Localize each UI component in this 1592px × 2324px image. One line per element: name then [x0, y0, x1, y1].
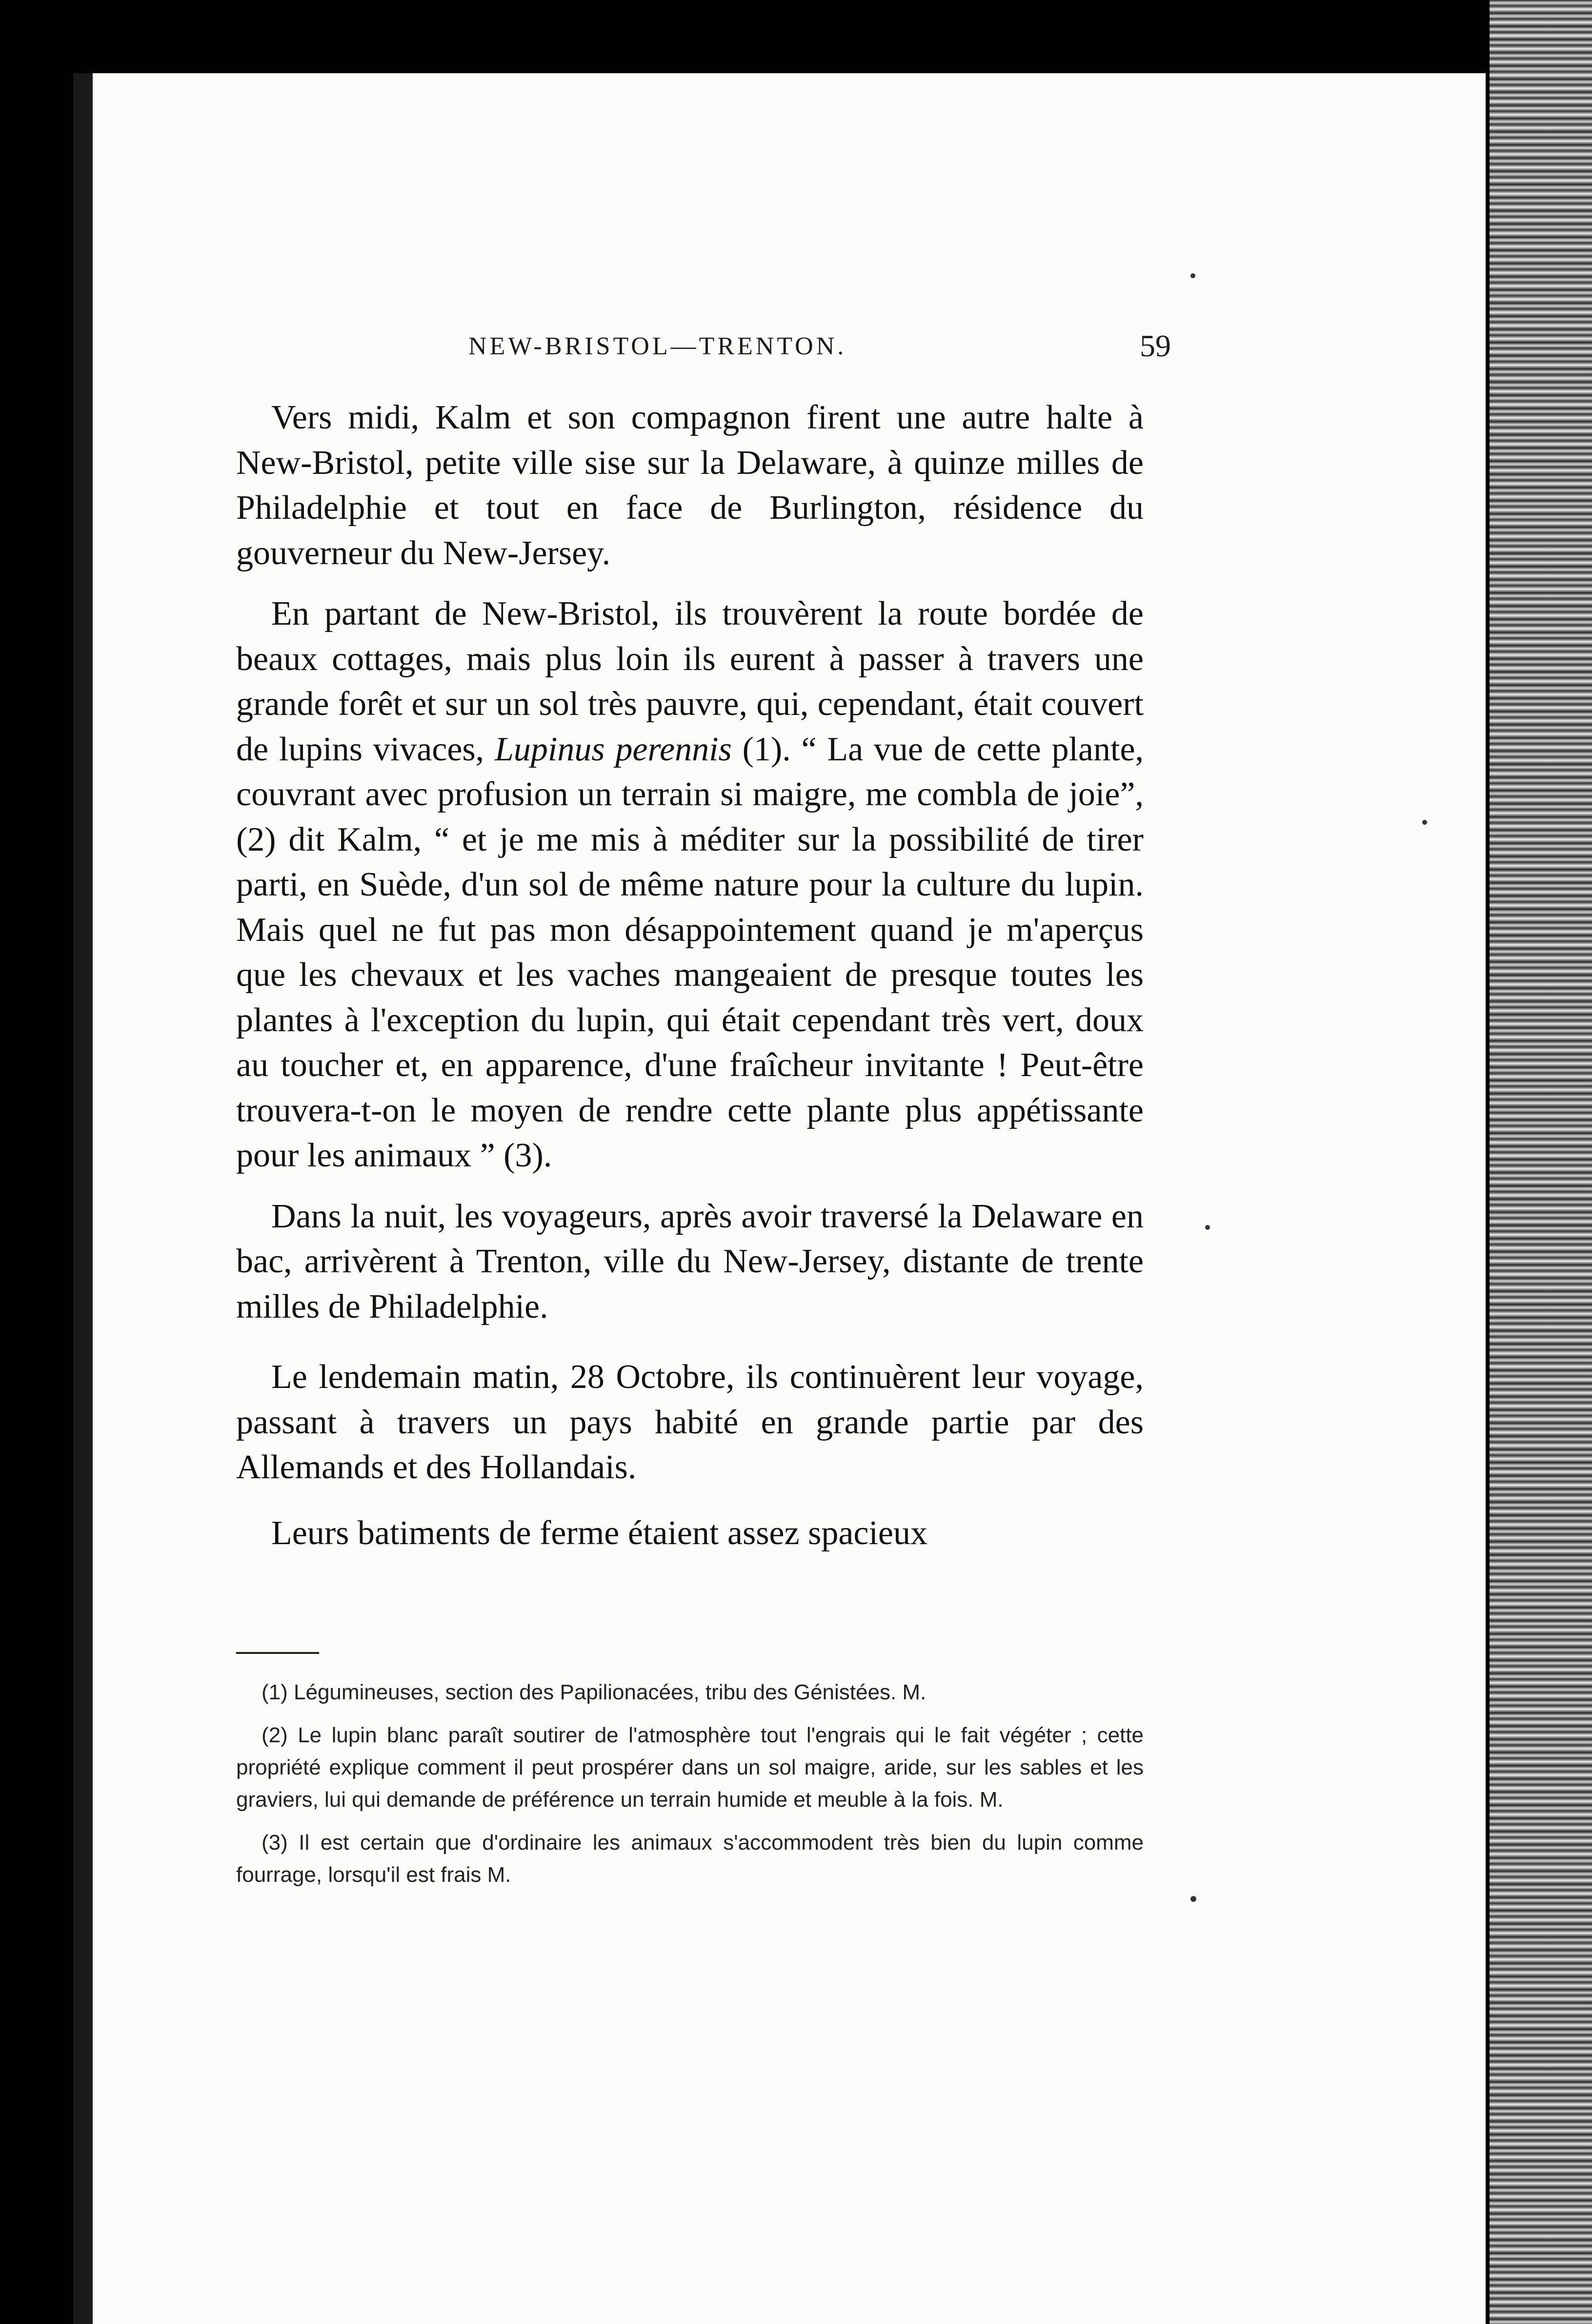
scan-border-left: [0, 0, 73, 2324]
scan-page-edge: [1490, 0, 1592, 2324]
footnote: (3) Il est certain que d'ordinaire les animaux s'accommodent très bien du lupin comme fourrage, lorsqu'il est frais M.: [236, 1831, 1144, 1887]
page-number: 59: [1140, 328, 1171, 363]
page-header: [468, 328, 1171, 371]
scan-speck: [1205, 1225, 1210, 1230]
footnotes: [236, 1676, 1144, 1902]
footnote: (1) Légumineuses, section des Papilionacées, tribu des Génistées. M.: [262, 1680, 927, 1704]
paragraph: Le lendemain matin, 28 Octobre, ils continuèrent leur voyage, passant à travers un pays habité en grande partie par des Allemands et des Hollandais.: [236, 1358, 1144, 1486]
scan-speck: [1422, 820, 1427, 825]
footnote: (2) Le lupin blanc paraît soutirer de l'atmosphère tout l'engrais qui le fait végéter ; cette propriété explique comment il peut prospérer dans un sol maigre, aride, sur les sables et les graviers, lui qui demande de préférence un terrain humide et meuble à la fois. M.: [236, 1723, 1144, 1812]
scan-speck: [1190, 273, 1195, 278]
scan-speck: [1190, 1896, 1196, 1902]
running-head: NEW-BRISTOL—TRENTON.: [468, 332, 847, 360]
paragraph: En partant de New-Bristol, ils trouvèrent la route bordée de beaux cottages, mais plus loin ils eurent à passer à travers une grande forêt et sur un sol très pauvre, qui, cependant, était couvert de lupins vivaces, Lupinus perennis (1). “ La vue de cette plante, couvrant avec profusion un terrain si maigre, me combla de joie”, (2) dit Kalm, “ et je me mis à méditer sur la possibilité de tirer parti, en Suède, d'un sol de même nature pour la culture du lupin. Mais quel ne fut pas mon désappointement quand je m'aperçus que les chevaux et les vaches mangeaient de presque toutes les plantes à l'exception du lupin, qui était cependant très vert, doux au toucher et, en apparence, d'une fraîcheur invitante ! Peut-être trouvera-t-on le moyen de rendre cette plante plus appétissante pour les animaux ” (3).: [236, 595, 1144, 1174]
species-name: Lupinus perennis: [494, 730, 732, 768]
paragraph: Dans la nuit, les voyageurs, après avoir traversé la Delaware en bac, arrivèrent à Trenton, ville du New-Jersey, distante de trente milles de Philadelphie.: [236, 1197, 1144, 1325]
footnote-rule: [236, 1652, 319, 1654]
body-text: [236, 395, 1144, 1556]
paragraph: Leurs batiments de ferme étaient assez spacieux: [271, 1514, 927, 1552]
paragraph: Vers midi, Kalm et son compagnon firent une autre halte à New-Bristol, petite ville sise sur la Delaware, à quinze milles de Philadelphie et tout en face de Burlington, résidence du gouverneur du New-Jersey.: [236, 399, 1144, 572]
